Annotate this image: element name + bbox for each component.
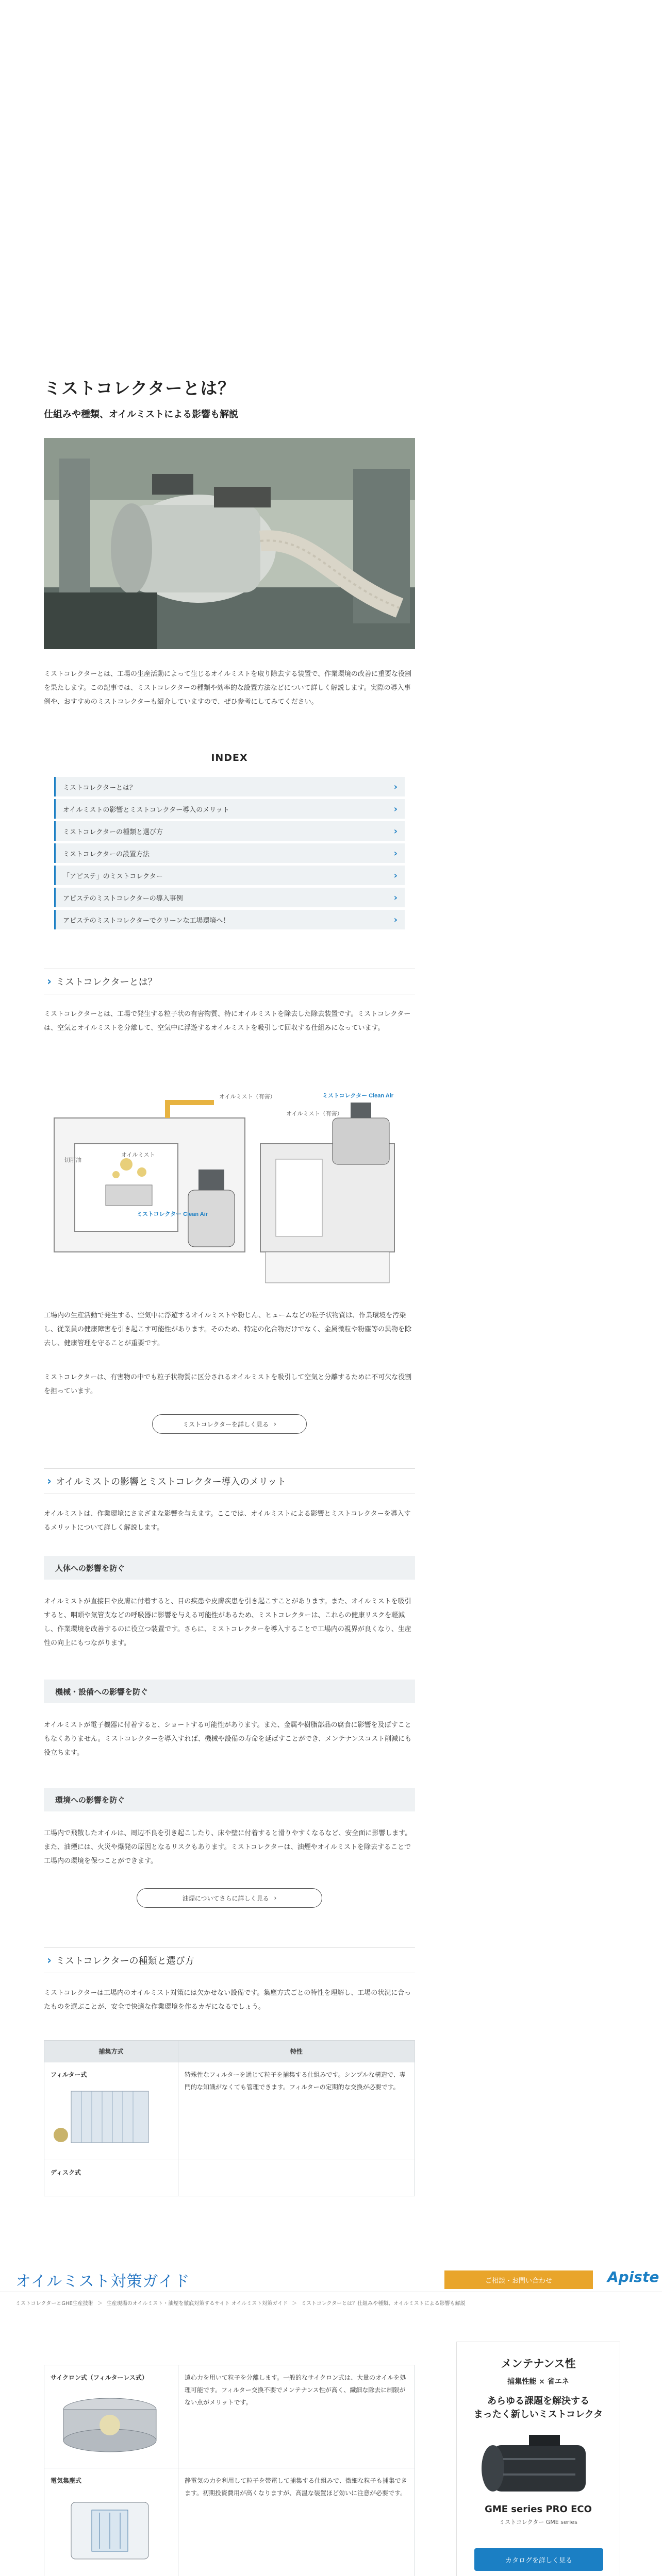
- toc-item[interactable]: 「アピステ」のミストコレクター ›: [54, 866, 405, 885]
- breadcrumb: [15, 2299, 466, 2307]
- subheading-human: 人体への影響を防ぐ: [44, 1556, 415, 1580]
- diagram-label: ミストコレクター Clean Air: [322, 1093, 394, 1099]
- chevron-right-icon: ›: [393, 803, 398, 815]
- filter-illustration: [51, 2086, 169, 2148]
- breadcrumb-current: ミストコレクターとは？仕組みや種類、オイルミストによる影響も解説: [301, 2301, 466, 2307]
- view-oil-smoke-button[interactable]: 油煙についてさらに詳しく見る ›: [137, 1888, 322, 1908]
- section-heading-effects: › オイルミストの影響とミストコレクター導入のメリット: [44, 1468, 415, 1494]
- table-row: [44, 2365, 415, 2468]
- subheading-environment: 環境への影響を防ぐ: [44, 1788, 415, 1811]
- sec2-paragraph: オイルミストが直接目や皮膚に付着すると、目の疾患や皮膚疾患を引き起こすことがあります。また、オイルミストを吸引すると、咽頭や気管支などの呼吸器に影響を与える可能性があるため、ミストコレクターは、これらの健康リスクを軽減し、作業環境を改善するのに役立つ装置です。さらに、ミストコレクターを導入することで工場内の視界が良くなり、生産性の向上にもつながります。: [44, 1598, 411, 1647]
- table-header: 捕集方式: [44, 2041, 178, 2062]
- chevron-right-icon: ›: [47, 975, 52, 988]
- sec1-paragraph: 工場内の生産活動で発生する、空気中に浮遊するオイルミストや粉じん、ヒュームなどの粒子状物質は、作業環境を汚染し、従業員の健康障害を引き起こす可能性があります。そのため、特定の化合物だけでなく、金属微粒や粉塵等の異物を除去し、健康管理を守ることが重要です。: [44, 1312, 412, 1347]
- table-row: [44, 2468, 415, 2576]
- hero-image: [44, 438, 415, 649]
- sec2-paragraph: 工場内で飛散したオイルは、周辺不良を引き起こしたり、床や壁に付着すると滑りやすくなるなど、安全面に影響します。また、油煙には、火災や爆発の原因となるリスクもあります。ミストコレクターは、油煙やオイルミストを除去することで工場内の環境を保つことができます。: [44, 1829, 412, 1865]
- toc-item[interactable]: アピステのミストコレクターの導入事例 ›: [54, 888, 405, 907]
- chevron-right-icon: ›: [393, 781, 398, 792]
- ad-model: GME series PRO ECO: [485, 2504, 592, 2515]
- sec1-paragraph: ミストコレクターは、有害物の中でも粒子状物質に区分されるオイルミストを吸引して空気と分離するために不可欠な役割を担っています。: [44, 1374, 412, 1395]
- table-header: 特性: [178, 2041, 415, 2062]
- mist-collector-diagram: [44, 1087, 415, 1293]
- toc-item[interactable]: ミストコレクターの種類と選び方 ›: [54, 821, 405, 841]
- page-subtitle: 仕組みや種類、オイルミストによる影響も解説: [44, 409, 239, 420]
- product-image: [457, 2430, 621, 2507]
- arrow-right-icon: ›: [274, 1420, 276, 1428]
- method-name: ディスク式: [51, 2169, 81, 2176]
- toc-item[interactable]: ミストコレクターの設置方法 ›: [54, 843, 405, 863]
- chevron-right-icon: ›: [393, 870, 398, 881]
- site-brand[interactable]: オイルミスト対策ガイド: [15, 2273, 190, 2291]
- apiste-logo[interactable]: Apiste: [607, 2268, 659, 2285]
- sec2-paragraph: オイルミストが電子機器に付着すると、ショートする可能性があります。また、金属や樹脂部品の腐食に影響を及ぼすこともなくありません。ミストコレクターを導入すれば、機械や設備の寿命を延ばすことができ、メンテナンスコスト削減にも役立ちます。: [44, 1721, 412, 1757]
- breadcrumb-separator: ＞: [291, 2301, 297, 2307]
- table-of-contents: [54, 752, 405, 932]
- ad-headline: 捕集性能 × 省エネ: [507, 2378, 569, 2386]
- breadcrumb-separator: ＞: [97, 2301, 103, 2307]
- table-row: [44, 2062, 415, 2160]
- table-row: [44, 2160, 415, 2196]
- chevron-right-icon: ›: [393, 848, 398, 859]
- site-header: [0, 2265, 662, 2292]
- subheading-machine: 機械・設備への影響を防ぐ: [44, 1680, 415, 1703]
- section-heading-what-is: › ミストコレクターとは？: [44, 969, 415, 994]
- sec3-paragraph: ミストコレクターは工場内のオイルミスト対策には欠かせない設備です。集塵方式ごとの特性を理解し、工場の状況に合ったものを選ぶことが、安全で快適な作業環境を作るカギになるでしょう。: [44, 1989, 411, 2011]
- contact-button[interactable]: ご相談・お問い合わせ: [444, 2270, 593, 2289]
- section-heading-types: › ミストコレクターの種類と選び方: [44, 1947, 415, 1973]
- page-title: ミストコレクターとは？: [44, 378, 236, 398]
- toc-item[interactable]: オイルミストの影響とミストコレクター導入のメリット ›: [54, 799, 405, 819]
- toc-item[interactable]: ミストコレクターとは？ ›: [54, 777, 405, 796]
- arrow-right-icon: ›: [274, 1894, 277, 1902]
- diagram-label: オイルミスト: [121, 1152, 155, 1158]
- collection-methods-table-continued: [44, 2365, 415, 2576]
- sec1-paragraph: ミストコレクターとは、工場で発生する粒子状の有害物質、特にオイルミストを除去した除去装置です。ミストコレクターは、空気とオイルミストを分離して、空気中に浮遊するオイルミストを吸引して回収する仕組みになっています。: [44, 1010, 411, 1032]
- diagram-label: ミストコレクター Clean Air: [137, 1211, 208, 1217]
- method-description: 特殊性なフィルターを通じて粒子を捕集する仕組みです。シンプルな構造で、専門的な知識がなくても管理できます。フィルターの定期的な交換が必要です。: [178, 2062, 415, 2160]
- toc-title: INDEX: [211, 752, 248, 764]
- diagram-label: オイルミスト（有害）: [286, 1111, 343, 1117]
- method-description: 遠心力を用いて粒子を分離します。一般的なサイクロン式は、大量のオイルを処理可能です。フィルター交換不要でメンテナンス性が高く、繊細な除去に制限がない点がメリットです。: [178, 2365, 415, 2468]
- method-description: 静電気の力を利用して粒子を帯電して捕集する仕組みで、微細な粒子も捕集できます。初期投資費用が高くなりますが、高温な装置ほど効いに注意が必要です。: [178, 2468, 415, 2576]
- method-name: 電気集塵式: [51, 2477, 82, 2484]
- method-name: サイクロン式（フィルターレス式）: [51, 2374, 148, 2381]
- collection-methods-table: [44, 2040, 415, 2196]
- diagram-label: オイルミスト（有害）: [219, 1094, 276, 1100]
- intro-text: ミストコレクターとは、工場の生産活動によって生じるオイルミストを取り除去する装置で、作業環境の改善に重要な役割を果たします。この記事では、ミストコレクターの種類や効率的な設置方法などについて詳しく解説します。実際の導入事例や、おすすめのミストコレクターも紹介していますので、ぜひ参考にしてみてください。: [44, 670, 412, 706]
- chevron-right-icon: ›: [393, 914, 398, 925]
- ad-subtext: ミストコレクター GME series: [499, 2519, 577, 2526]
- diagram-label: 切削油: [64, 1157, 81, 1163]
- cyclone-illustration: [51, 2389, 169, 2456]
- ad-headline: メンテナンス性: [501, 2358, 576, 2370]
- breadcrumb-item[interactable]: 生産現場のオイルミスト・油煙を徹底対策するサイト オイルミスト対策ガイド: [106, 2301, 288, 2307]
- breadcrumb-item[interactable]: ミストコレクターとGHE生産技術: [15, 2301, 93, 2307]
- chevron-right-icon: ›: [47, 1954, 52, 1967]
- view-mist-collector-button[interactable]: ミストコレクターを詳しく見る ›: [152, 1414, 307, 1434]
- sidebar-ad[interactable]: [456, 2342, 620, 2576]
- chevron-right-icon: ›: [393, 892, 398, 903]
- toc-item[interactable]: アピステのミストコレクターでクリーンな工場環境へ！ ›: [54, 910, 405, 929]
- chevron-right-icon: ›: [47, 1475, 52, 1488]
- method-name: フィルター式: [51, 2071, 87, 2078]
- electrostatic-illustration: [51, 2492, 169, 2564]
- catalog-button[interactable]: カタログを詳しく見る: [474, 2548, 603, 2571]
- sec2-paragraph: オイルミストは、作業環境にさまざまな影響を与えます。ここでは、オイルミストによる影響とミストコレクターを導入するメリットについて詳しく解説します。: [44, 1510, 411, 1532]
- chevron-right-icon: ›: [393, 825, 398, 837]
- method-description: [178, 2160, 415, 2196]
- ad-tagline: あらゆる課題を解決する まったく新しいミストコレクタ: [473, 2396, 603, 2420]
